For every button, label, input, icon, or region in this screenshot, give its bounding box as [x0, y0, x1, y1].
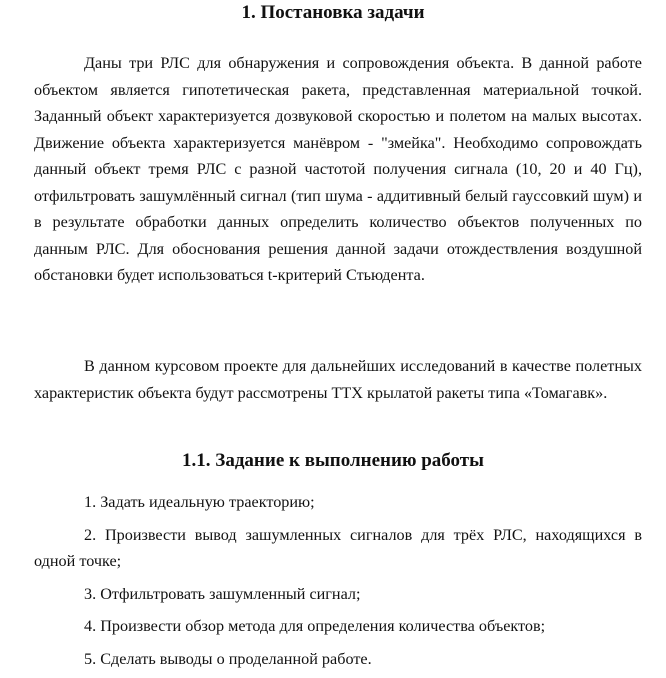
- paragraph-tomahawk: В данном курсовом проекте для дальнейших исследований в качестве полетных характеристик объекта будут рассмотрены ТТХ крылатой ракеты типа «Томагавк».: [34, 357, 642, 402]
- task-list: [34, 489, 642, 678]
- subsection-heading: 1.1. Задание к выполнению работы: [182, 450, 484, 471]
- paragraph-problem-statement: Даны три РЛС для обнаружения и сопровождения объекта. В данной работе объектом является гипотетическая ракета, представленная материальной точкой. Заданный объект характеризуется дозвуковой скоростью и полетом на малых высотах. Движение объекта характеризуется манёвром - "змейка". Необходимо сопровождать данный объект тремя РЛС с разной частотой получения сигнала (10, 20 и 40 Гц), отфильтровать зашумлённый сигнал (тип шума - аддитивный белый гауссовкий шум) и в результате обработки данных определить количество объектов полученных по данным РЛС. Для обоснования решения данной задачи отождествления воздушной обстановки будет использоваться t-критерий Стьюдента.: [34, 54, 642, 284]
- list-item: 5. Сделать выводы о проделанной работе.: [84, 649, 372, 668]
- list-item: 4. Произвести обзор метода для определения количества объектов;: [84, 617, 546, 635]
- list-item: 1. Задать идеальную траекторию;: [84, 493, 315, 511]
- list-item: 3. Отфильтровать зашумленный сигнал;: [84, 584, 361, 603]
- section-heading: 1. Постановка задачи: [241, 2, 425, 23]
- list-item: 2. Произвести вывод зашумленных сигналов для трёх РЛС, находящихся в одной точке;: [34, 525, 642, 570]
